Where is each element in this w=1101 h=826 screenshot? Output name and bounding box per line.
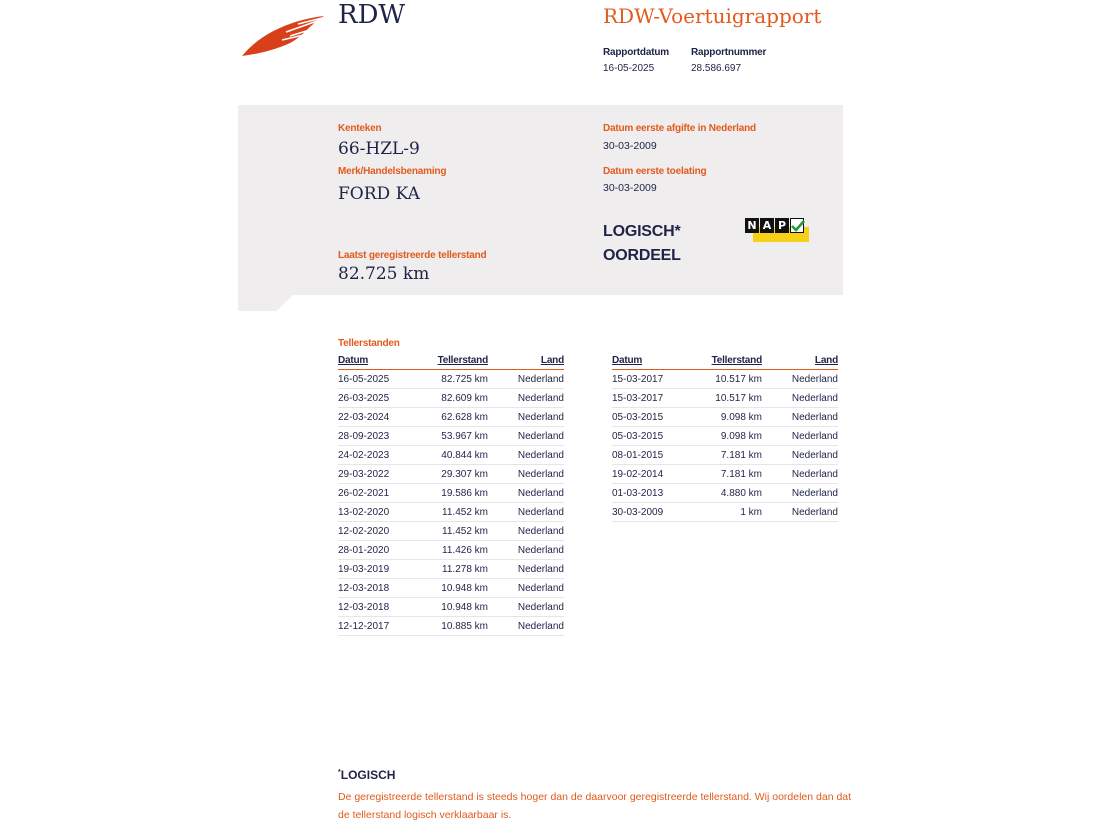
- verdict-line-1: LOGISCH*: [603, 223, 681, 240]
- row-date: 26-03-2025: [338, 389, 420, 408]
- row-date: 12-12-2017: [338, 617, 420, 636]
- table-row: [338, 598, 564, 617]
- table-row: [612, 446, 838, 465]
- table-row: [338, 408, 564, 427]
- row-reading: 9.098 km: [694, 408, 762, 427]
- row-date: 12-03-2018: [338, 579, 420, 598]
- row-country: Nederland: [488, 560, 564, 579]
- row-date: 05-03-2015: [612, 427, 694, 446]
- make-value: FORD KA: [338, 184, 420, 204]
- rdw-feather-logo: [240, 14, 326, 60]
- row-reading: 11.452 km: [420, 503, 488, 522]
- odometer-table-left: [338, 354, 564, 636]
- footnote-text: De geregistreerde tellerstand is steeds hoger dan de daarvoor geregistreerde tellerstand. Wij oordelen dan dat de tellerstand logisch verklaarbaar is.: [338, 791, 852, 821]
- first-issue-nl-value: 30-03-2009: [603, 140, 657, 152]
- odometer-section-title: Tellerstanden: [338, 338, 400, 349]
- odometer-table-right: [612, 354, 838, 522]
- row-country: Nederland: [488, 446, 564, 465]
- table-row: [338, 427, 564, 446]
- table-row: [338, 579, 564, 598]
- row-date: 28-01-2020: [338, 541, 420, 560]
- verdict: [603, 220, 681, 268]
- col-date-header: Datum: [612, 354, 694, 370]
- report-date-label: Rapportdatum: [603, 47, 669, 58]
- table-row: [338, 617, 564, 636]
- table-row: [338, 389, 564, 408]
- nap-logo: [745, 218, 809, 242]
- nap-letter-p: P: [775, 218, 789, 233]
- table-row: [612, 503, 838, 522]
- report-title: RDW-Voertuigrapport: [603, 4, 822, 28]
- nap-letter-n: N: [745, 218, 759, 233]
- row-country: Nederland: [488, 522, 564, 541]
- table-row: [612, 389, 838, 408]
- table-row: [612, 427, 838, 446]
- report-date: 16-05-2025: [603, 63, 655, 74]
- col-date-header: Datum: [338, 354, 420, 370]
- table-row: [612, 370, 838, 389]
- col-country-header: Land: [488, 354, 564, 370]
- row-country: Nederland: [488, 370, 564, 389]
- table-row: [338, 503, 564, 522]
- col-reading-header: Tellerstand: [694, 354, 762, 370]
- row-country: Nederland: [488, 598, 564, 617]
- row-date: 08-01-2015: [612, 446, 694, 465]
- table-row: [338, 560, 564, 579]
- row-date: 12-02-2020: [338, 522, 420, 541]
- first-issue-nl-label: Datum eerste afgifte in Nederland: [603, 123, 756, 134]
- footnote-marker: *: [338, 769, 341, 776]
- table-row: [338, 465, 564, 484]
- make-label: Merk/Handelsbenaming: [338, 166, 447, 177]
- table-row: [338, 541, 564, 560]
- table-row: [338, 446, 564, 465]
- first-admission-value: 30-03-2009: [603, 182, 657, 194]
- row-reading: 9.098 km: [694, 427, 762, 446]
- nap-checkmark-icon: [790, 218, 804, 233]
- row-country: Nederland: [488, 541, 564, 560]
- first-admission-label: Datum eerste toelating: [603, 166, 707, 177]
- row-reading: 53.967 km: [420, 427, 488, 446]
- row-date: 30-03-2009: [612, 503, 694, 522]
- row-country: Nederland: [762, 389, 838, 408]
- nap-letter-a: A: [760, 218, 774, 233]
- row-country: Nederland: [488, 389, 564, 408]
- row-country: Nederland: [488, 617, 564, 636]
- row-country: Nederland: [762, 465, 838, 484]
- row-reading: 19.586 km: [420, 484, 488, 503]
- brand-name: RDW: [338, 0, 406, 30]
- row-date: 12-03-2018: [338, 598, 420, 617]
- plate-label: Kenteken: [338, 123, 382, 134]
- row-country: Nederland: [488, 503, 564, 522]
- table-row: [612, 408, 838, 427]
- row-reading: 1 km: [694, 503, 762, 522]
- row-country: Nederland: [488, 408, 564, 427]
- row-reading: 11.426 km: [420, 541, 488, 560]
- row-date: 24-02-2023: [338, 446, 420, 465]
- panel-tab-decoration: [238, 295, 293, 311]
- report-number-label: Rapportnummer: [691, 47, 767, 58]
- col-reading-header: Tellerstand: [420, 354, 488, 370]
- row-date: 26-02-2021: [338, 484, 420, 503]
- row-reading: 82.725 km: [420, 370, 488, 389]
- row-country: Nederland: [488, 465, 564, 484]
- row-country: Nederland: [762, 370, 838, 389]
- row-reading: 10.885 km: [420, 617, 488, 636]
- row-date: 15-03-2017: [612, 389, 694, 408]
- footnote-title-text: LOGISCH: [340, 768, 396, 782]
- row-date: 22-03-2024: [338, 408, 420, 427]
- row-reading: 10.517 km: [694, 370, 762, 389]
- row-date: 29-03-2022: [338, 465, 420, 484]
- row-reading: 10.517 km: [694, 389, 762, 408]
- row-country: Nederland: [488, 579, 564, 598]
- row-reading: 29.307 km: [420, 465, 488, 484]
- row-country: Nederland: [762, 446, 838, 465]
- report-number: 28.586.697: [691, 63, 742, 74]
- table-row: [338, 370, 564, 389]
- row-country: Nederland: [762, 408, 838, 427]
- row-date: 19-03-2019: [338, 560, 420, 579]
- table-row: [338, 484, 564, 503]
- footnote-title: [338, 768, 395, 782]
- row-date: 15-03-2017: [612, 370, 694, 389]
- row-reading: 7.181 km: [694, 446, 762, 465]
- row-country: Nederland: [762, 484, 838, 503]
- odometer-value: 82.725 km: [338, 264, 430, 284]
- row-date: 13-02-2020: [338, 503, 420, 522]
- row-date: 19-02-2014: [612, 465, 694, 484]
- row-country: Nederland: [488, 427, 564, 446]
- row-reading: 4.880 km: [694, 484, 762, 503]
- row-reading: 11.452 km: [420, 522, 488, 541]
- row-reading: 62.628 km: [420, 408, 488, 427]
- row-date: 01-03-2013: [612, 484, 694, 503]
- row-date: 28-09-2023: [338, 427, 420, 446]
- row-country: Nederland: [488, 484, 564, 503]
- row-country: Nederland: [762, 427, 838, 446]
- col-country-header: Land: [762, 354, 838, 370]
- table-row: [338, 522, 564, 541]
- row-reading: 10.948 km: [420, 598, 488, 617]
- row-country: Nederland: [762, 503, 838, 522]
- row-reading: 11.278 km: [420, 560, 488, 579]
- table-row: [612, 465, 838, 484]
- row-date: 16-05-2025: [338, 370, 420, 389]
- plate-value: 66-HZL-9: [338, 139, 420, 159]
- odometer-label: Laatst geregistreerde tellerstand: [338, 250, 487, 261]
- row-reading: 40.844 km: [420, 446, 488, 465]
- verdict-line-2: OORDEEL: [603, 247, 681, 264]
- row-reading: 82.609 km: [420, 389, 488, 408]
- row-date: 05-03-2015: [612, 408, 694, 427]
- row-reading: 10.948 km: [420, 579, 488, 598]
- row-reading: 7.181 km: [694, 465, 762, 484]
- table-row: [612, 484, 838, 503]
